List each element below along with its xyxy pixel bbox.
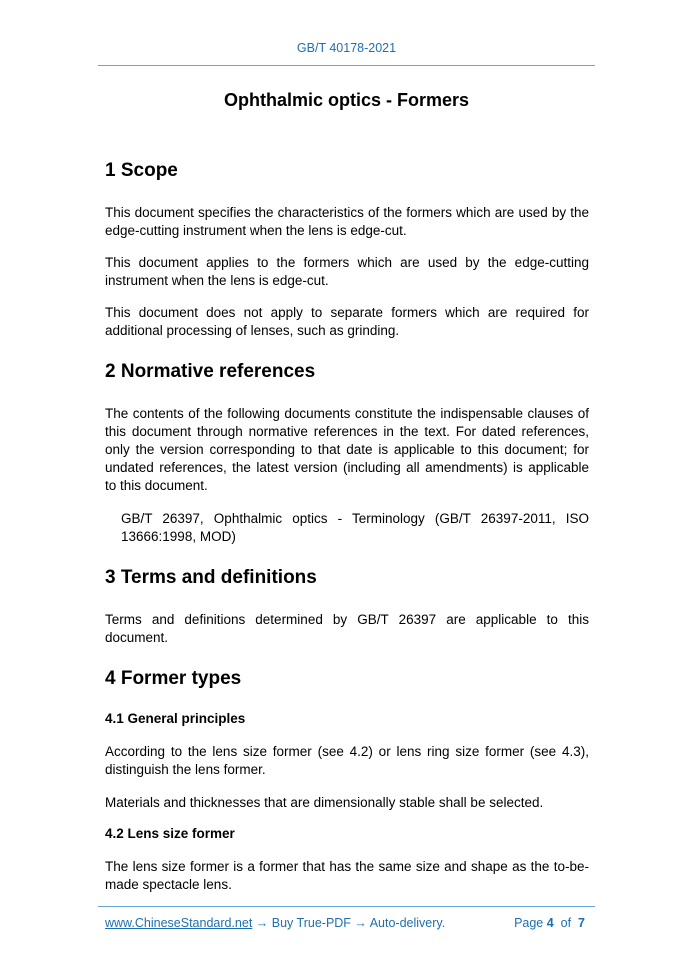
subsection-heading-lens-size-former: 4.2 Lens size former (105, 826, 235, 841)
section-heading-scope: 1 Scope (105, 160, 178, 181)
section-heading-normative-references: 2 Normative references (105, 361, 316, 382)
scope-paragraph-2: This document applies to the formers which are used by the edge-cutting instrument when the lens is edge-cut. (105, 255, 589, 288)
subsection-heading-general-principles: 4.1 General principles (105, 711, 246, 726)
scope-paragraph-3: This document does not apply to separate formers which are required for additional processing of lenses, such as grinding. (105, 305, 589, 338)
general-principles-paragraph-2: Materials and thicknesses that are dimensionally stable shall be selected. (105, 795, 544, 810)
terms-paragraph-1: Terms and definitions determined by GB/T 26397 are applicable to this document. (105, 612, 589, 645)
page-label: Page (514, 916, 544, 930)
page-indicator (514, 916, 585, 930)
header-divider (98, 65, 595, 66)
section-heading-former-types: 4 Former types (105, 668, 242, 689)
lens-size-former-paragraph-1: The lens size former is a former that has the same size and shape as the to-be-made spectacle lens. (105, 859, 589, 892)
normative-reference-item: GB/T 26397, Ophthalmic optics - Terminology (GB/T 26397-2011, ISO 13666:1998, MOD) (121, 511, 589, 544)
footer-divider (98, 906, 595, 907)
page-current: 4 (546, 916, 554, 930)
footer-website-link[interactable]: www.ChineseStandard.net (105, 916, 253, 930)
document-title: Ophthalmic optics - Formers (223, 90, 470, 110)
general-principles-paragraph-1: According to the lens size former (see 4.2) or lens ring size former (see 4.3), distinguish the lens former. (105, 744, 589, 777)
footer (105, 916, 585, 930)
page-total: 7 (578, 916, 585, 930)
page-of: of (560, 916, 572, 930)
scope-paragraph-1: This document specifies the characteristics of the formers which are used by the edge-cutting instrument when the lens is edge-cut. (105, 205, 589, 238)
section-heading-terms: 3 Terms and definitions (105, 567, 317, 588)
header-standard-code: GB/T 40178-2021 (296, 41, 397, 55)
normative-paragraph-1: The contents of the following documents constitute the indispensable clauses of this document through normative references in the text. For dated references, only the version corresponding to that date is applicable to this document; for undated references, the latest version (including all amendments) is applicable to this document. (105, 406, 589, 493)
footer-promo-text: → Buy True-PDF → Auto-delivery. (252, 916, 446, 930)
